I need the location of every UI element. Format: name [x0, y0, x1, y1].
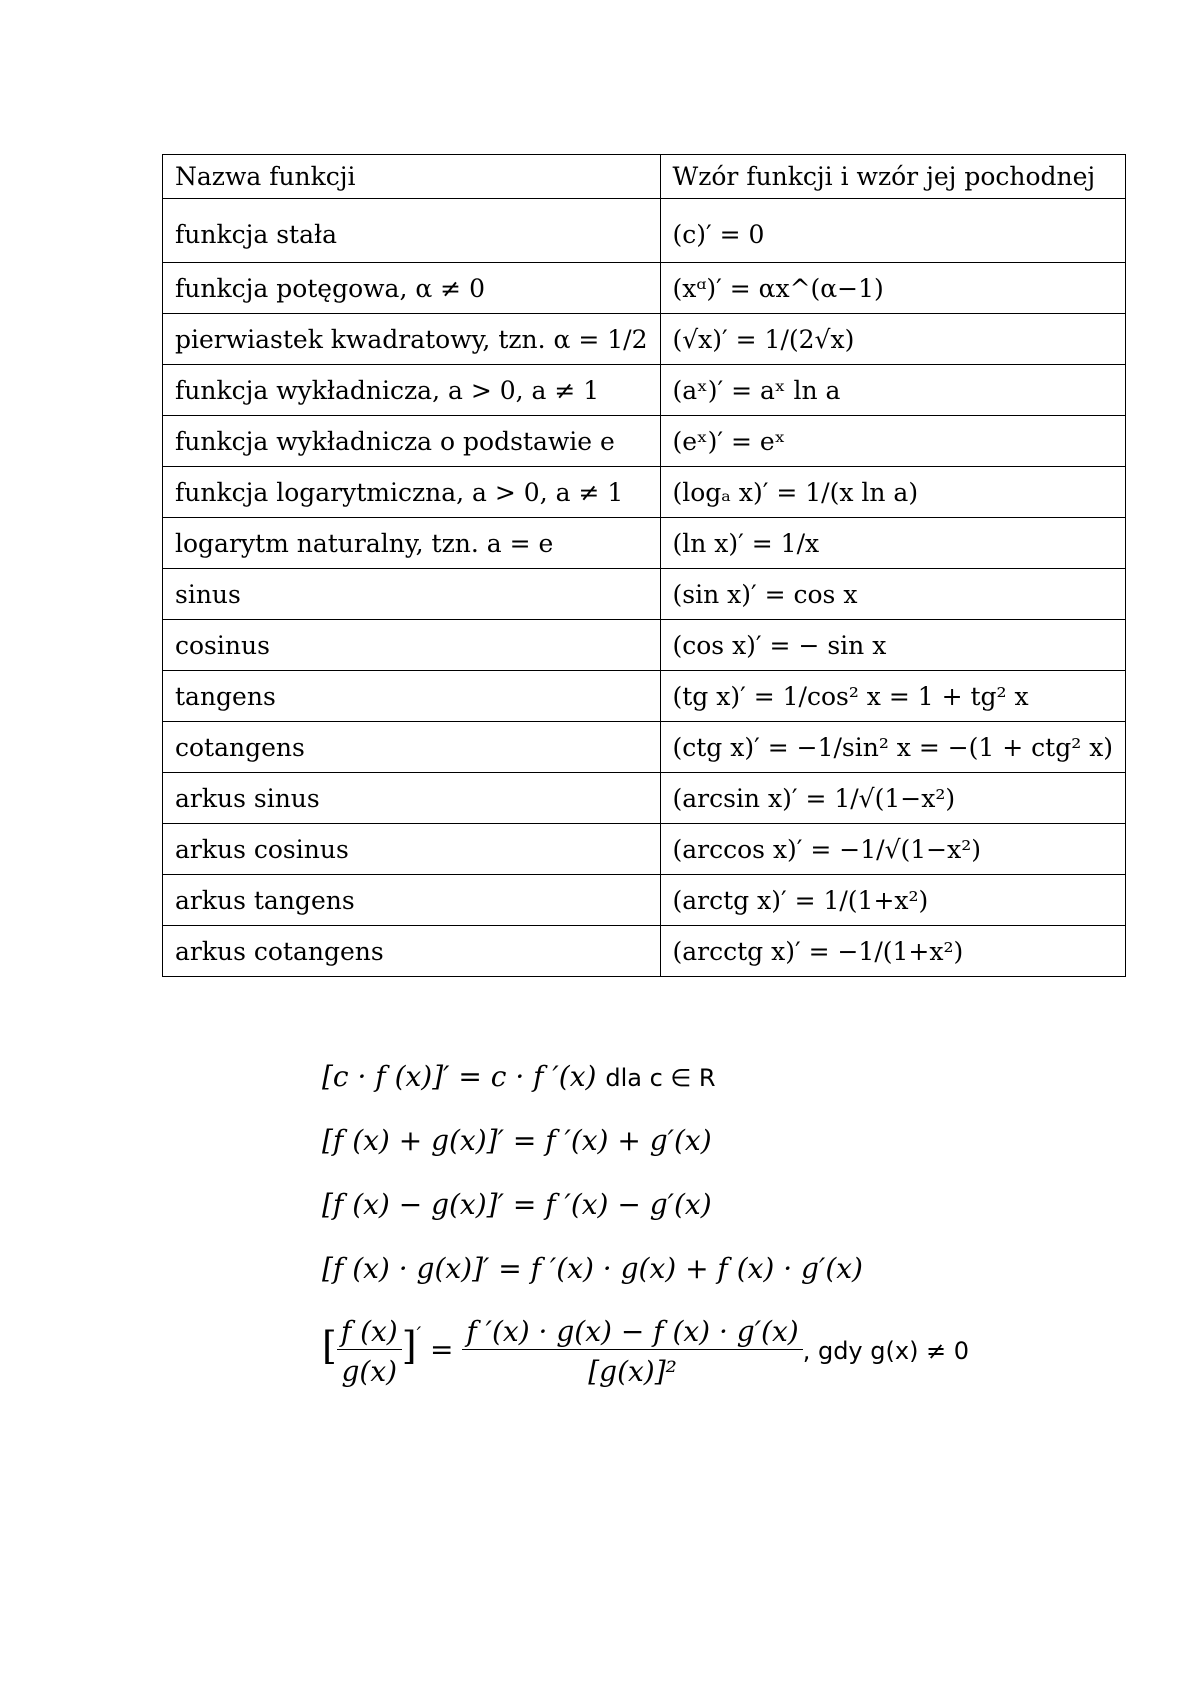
rule-lhs: [f (x) + g(x)]′: [322, 1124, 504, 1157]
header-formula: Wzór funkcji i wzór jej pochodnej: [660, 155, 1126, 199]
derivative-formula: (logₐ x)′ = 1/(x ln a): [660, 467, 1126, 518]
derivative-formula: (arctg x)′ = 1/(1+x²): [660, 875, 1126, 926]
fraction-numerator: f ′(x) · g(x) − f (x) · g′(x): [466, 1315, 799, 1348]
fraction-numerator: f (x): [340, 1315, 398, 1348]
derivative-formula: (ctg x)′ = −1/sin² x = −(1 + ctg² x): [660, 722, 1126, 773]
function-name: tangens: [163, 671, 661, 722]
derivative-formula: (cos x)′ = − sin x: [660, 620, 1126, 671]
function-name: cosinus: [163, 620, 661, 671]
function-name: pierwiastek kwadratowy, tzn. α = 1/2: [163, 314, 661, 365]
rule-lhs: [c · f (x)]′: [322, 1060, 450, 1093]
quotient-lhs-fraction: [337, 1314, 402, 1389]
rule-rhs: = c · f ′(x): [458, 1060, 597, 1093]
table-row: [163, 416, 1126, 467]
rule-sum: [322, 1124, 712, 1157]
derivative-formula: (c)′ = 0: [660, 199, 1126, 263]
derivative-formula: (arcsin x)′ = 1/√(1−x²): [660, 773, 1126, 824]
derivatives-table: [162, 154, 1126, 977]
function-name: funkcja wykładnicza o podstawie e: [163, 416, 661, 467]
derivative-formula: (arccos x)′ = −1/√(1−x²): [660, 824, 1126, 875]
header-function-name: Nazwa funkcji: [163, 155, 661, 199]
rule-constant-multiple: [322, 1060, 716, 1093]
fraction-denominator: g(x): [337, 1349, 402, 1389]
function-name: arkus sinus: [163, 773, 661, 824]
table-row: [163, 773, 1126, 824]
table-row: [163, 518, 1126, 569]
rule-product: [322, 1252, 863, 1285]
table-row: [163, 199, 1126, 263]
table-header-row: [163, 155, 1126, 199]
function-name: funkcja stała: [163, 199, 661, 263]
derivative-formula: (aˣ)′ = aˣ ln a: [660, 365, 1126, 416]
quotient-rhs-fraction: [462, 1314, 802, 1389]
function-name: arkus cotangens: [163, 926, 661, 977]
table-row: [163, 263, 1126, 314]
rule-note: dla c ∈ R: [605, 1064, 716, 1092]
derivative-formula: (ln x)′ = 1/x: [660, 518, 1126, 569]
rule-lhs: [f (x) − g(x)]′: [322, 1188, 504, 1221]
table-row: [163, 671, 1126, 722]
table-row: [163, 467, 1126, 518]
rule-rhs: = f ′(x) · g(x) + f (x) · g′(x): [498, 1252, 863, 1285]
table-row: [163, 875, 1126, 926]
table-row: [163, 722, 1126, 773]
function-name: funkcja potęgowa, α ≠ 0: [163, 263, 661, 314]
function-name: sinus: [163, 569, 661, 620]
rule-lhs: [f (x) · g(x)]′: [322, 1252, 490, 1285]
derivative-formula: (eˣ)′ = eˣ: [660, 416, 1126, 467]
table-row: [163, 926, 1126, 977]
function-name: funkcja wykładnicza, a > 0, a ≠ 1: [163, 365, 661, 416]
derivative-formula: (sin x)′ = cos x: [660, 569, 1126, 620]
table-row: [163, 569, 1126, 620]
rule-rhs: = f ′(x) − g′(x): [512, 1188, 712, 1221]
table-row: [163, 314, 1126, 365]
function-name: logarytm naturalny, tzn. a = e: [163, 518, 661, 569]
table-row: [163, 365, 1126, 416]
function-name: cotangens: [163, 722, 661, 773]
rule-rhs: = f ′(x) + g′(x): [512, 1124, 712, 1157]
rule-note: , gdy g(x) ≠ 0: [802, 1337, 970, 1365]
function-name: arkus tangens: [163, 875, 661, 926]
derivative-formula: (arcctg x)′ = −1/(1+x²): [660, 926, 1126, 977]
rule-quotient: [ $\frac{f (x)}{g(x)}$ ]′ = $\frac{f '(x) \cdot g(x) - f (x) \cdot g'(x)}{\text{[g(x)]²}}$ , gdy g(x) ≠ 0: [322, 1315, 970, 1388]
derivative-formula: (xᵅ)′ = αx^(α−1): [660, 263, 1126, 314]
fraction-denominator: [g(x)]²: [462, 1349, 802, 1389]
table-row: [163, 824, 1126, 875]
function-name: arkus cosinus: [163, 824, 661, 875]
derivative-formula: (√x)′ = 1/(2√x): [660, 314, 1126, 365]
rule-difference: [322, 1188, 712, 1221]
table-row: [163, 620, 1126, 671]
derivative-formula: (tg x)′ = 1/cos² x = 1 + tg² x: [660, 671, 1126, 722]
function-name: funkcja logarytmiczna, a > 0, a ≠ 1: [163, 467, 661, 518]
